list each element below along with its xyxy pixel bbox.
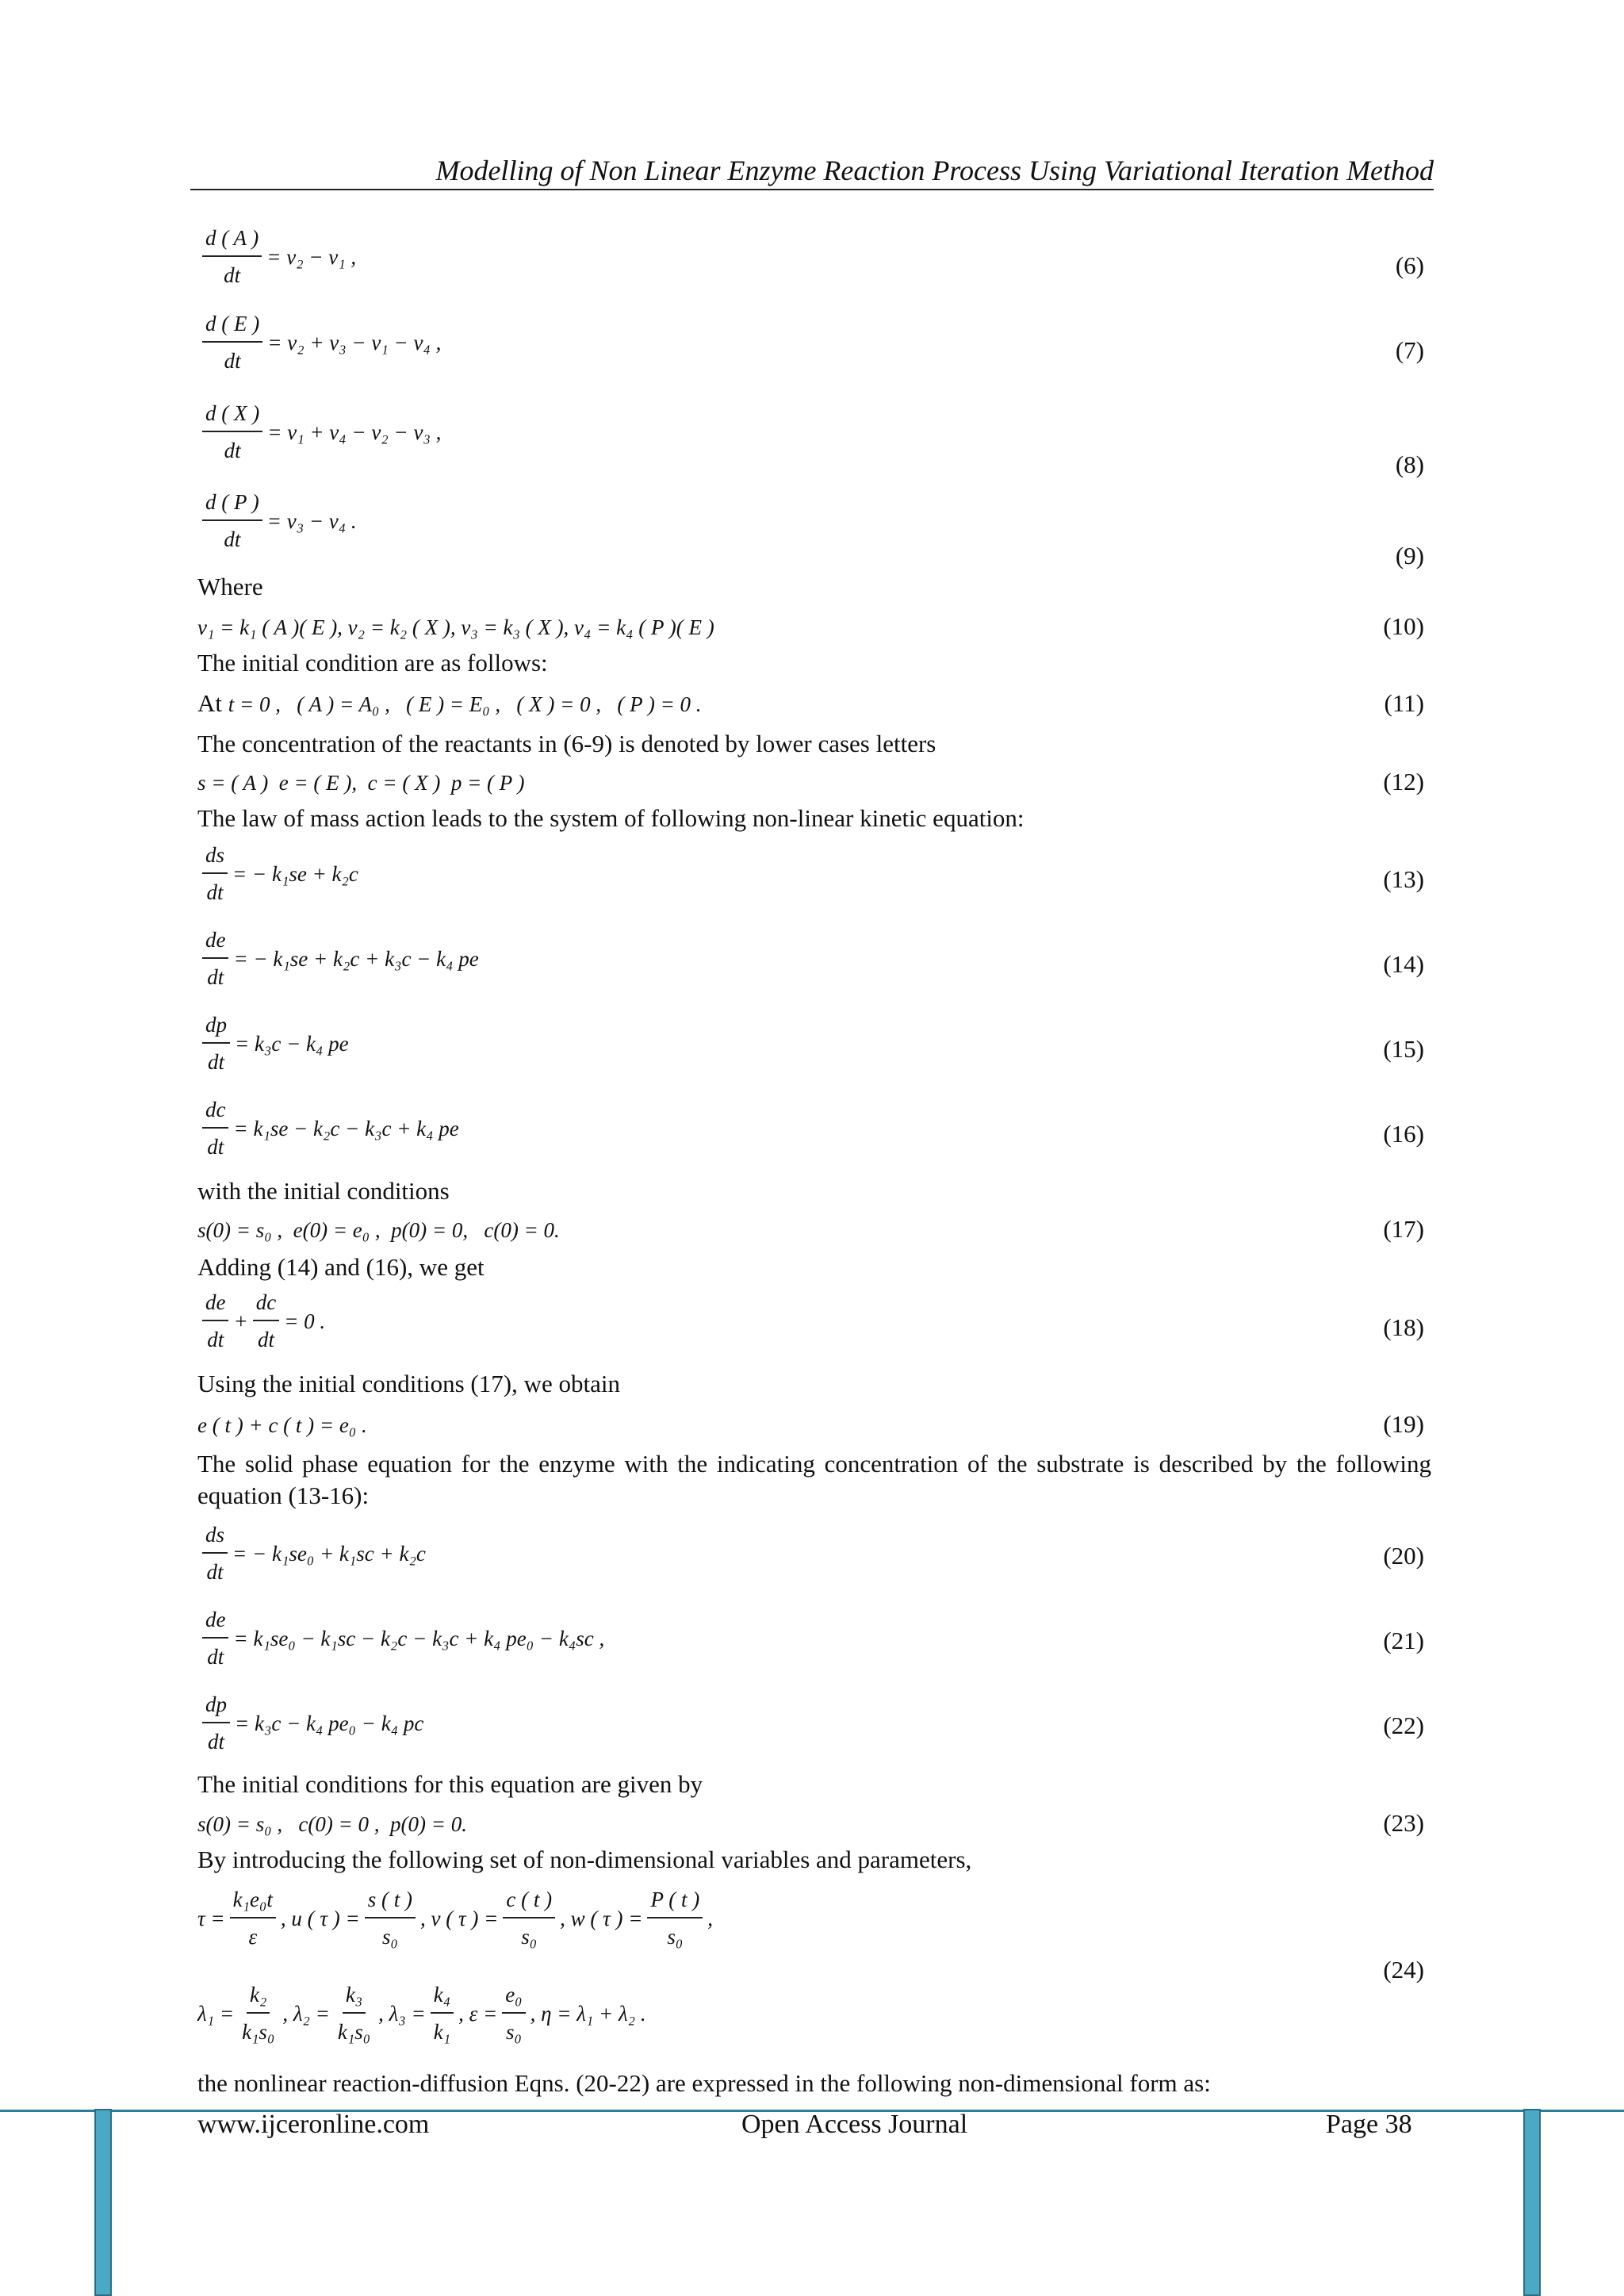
solid-phase-paragraph: The solid phase equation for the enzyme with the indicating concentration of the substrate is described by the following equation (13-16): [197, 1450, 1431, 1509]
footer-journal-label: Open Access Journal [741, 2110, 968, 2139]
equation-number-12: (12) [1383, 768, 1424, 795]
equation-19: e ( t ) + c ( t ) = e₀ . [197, 1413, 367, 1437]
equation-8: $\frac{d ( X )}{dt}$ = v₁ + v₄ − v₂ − v₃ , [197, 401, 441, 463]
initial-given-text: The initial conditions for this equation are given by [197, 1770, 703, 1798]
equation-21: $\frac{de}{dt}$ = k₁se₀ − k₁sc − k₂c − k₃c + k₄ pe₀ − k₄sc , [197, 1608, 604, 1669]
concentration-text: The concentration of the reactants in (6-9) is denoted by lower cases letters [197, 730, 936, 757]
equation-number-15: (15) [1383, 1035, 1424, 1063]
equation-number-20: (20) [1383, 1542, 1424, 1570]
equation-number-23: (23) [1383, 1809, 1424, 1837]
equation-17: s(0) = s₀ , e(0) = e₀ , p(0) = 0, c(0) = 0. [197, 1218, 560, 1242]
equation-12: s = ( A ) e = ( E ), c = ( X ) p = ( P ) [197, 771, 525, 795]
equation-number-24: (24) [1383, 1956, 1424, 1984]
fraction: $\frac{dc}{dt}$ [253, 1290, 279, 1352]
header-rule [190, 189, 1434, 190]
equation-9: $\frac{d ( P )}{dt}$ = v₃ − v₄ . [197, 490, 357, 552]
mass-action-text: The law of mass action leads to the system of following non-linear kinetic equation: [197, 804, 1025, 832]
fraction: $\frac{dp}{dt}$ [202, 1013, 230, 1075]
running-header-title: Modelling of Non Linear Enzyme Reaction Process Using Variational Iteration Method [435, 155, 1434, 186]
fraction: $\frac{de}{dt}$ [202, 928, 228, 990]
equation-number-9: (9) [1395, 542, 1424, 569]
fraction: $\frac{d ( E )}{dt}$ [202, 312, 262, 374]
fraction: $\frac{\text{k₁e₀t}}{\varepsilon}$ [230, 1888, 276, 1949]
equation-10: v₁ = k₁ ( A )( E ), v₂ = k₂ ( X ), v₃ = k₃ ( X ), v₄ = k₄ ( P )( E ) [197, 615, 714, 639]
equation-22: $\frac{dp}{dt}$ = k₃c − k₄ pe₀ − k₄ pc [197, 1692, 423, 1754]
equation-number-22: (22) [1383, 1711, 1424, 1739]
equation-number-10: (10) [1383, 612, 1424, 640]
equation-15: $\frac{dp}{dt}$ = k₃c − k₄ pe [197, 1013, 349, 1075]
equation-14: $\frac{de}{dt}$ = − k₁se + k₂c + k₃c − k₄ pe [197, 928, 479, 990]
equation-11: At t = 0 , ( A ) = A₀ , ( E ) = E₀ , ( X ) = 0 , ( P ) = 0 . [197, 689, 702, 717]
fraction: $\frac{de}{dt}$ [202, 1290, 228, 1352]
fraction: $\frac{P ( t )}{\text{s₀}}$ [647, 1888, 703, 1949]
with-initial-text: with the initial conditions [197, 1177, 450, 1205]
nonlinear-form-text: the nonlinear reaction-diffusion Eqns. (20-22) are expressed in the following non-dimensional form as: [197, 2069, 1211, 2097]
equation-number-8: (8) [1395, 450, 1424, 478]
fraction: $\frac{de}{dt}$ [202, 1608, 228, 1669]
using-initial-text: Using the initial conditions (17), we obtain [197, 1370, 620, 1397]
fraction: $\frac{s ( t )}{\text{s₀}}$ [365, 1888, 416, 1949]
fraction: $\frac{\text{k₃}}{\text{k₁s₀}}$ [337, 1983, 371, 2044]
equation-number-16: (16) [1383, 1120, 1424, 1148]
equation-number-18: (18) [1383, 1313, 1424, 1341]
equation-24-variables: τ = $\frac{\text{k₁e₀t}}{\varepsilon}$ , u ( τ ) = $\frac{s ( t )}{\text{s₀}}$ , v ( τ ) = $\frac{c ( t )}{\text{s₀}}$ , w ( τ ) = $\frac{P ( t )}{\text{s₀}}$ , [197, 1888, 713, 1949]
fraction: $\frac{ds}{dt}$ [202, 1523, 228, 1585]
equation-16: $\frac{dc}{dt}$ = k₁se − k₂c − k₃c + k₄ pe [197, 1098, 459, 1159]
equation-24-parameters: λ₁ = $\frac{\text{k₂}}{\text{k₁s₀}}$ , λ₂ = $\frac{\text{k₃}}{\text{k₁s₀}}$ , λ₃ = $\frac{\text{k₄}}{\text{k₁}}$ , ε = $\frac{\text{e₀}}{\text{s₀}}$ , η = λ₁ + λ₂ . [197, 1983, 646, 2044]
equation-number-11: (11) [1384, 689, 1424, 717]
fraction: $\frac{d ( A )}{dt}$ [202, 226, 262, 288]
equation-7: $\frac{d ( E )}{dt}$ = v₂ + v₃ − v₁ − v₄ , [197, 312, 441, 374]
equation-13: $\frac{ds}{dt}$ = − k₁se + k₂c [197, 843, 358, 905]
fraction: $\frac{\text{k₂}}{\text{k₁s₀}}$ [242, 1983, 275, 2044]
footer-website-link[interactable]: www.ijceronline.com [197, 2110, 430, 2139]
adding-text: Adding (14) and (16), we get [197, 1253, 485, 1281]
fraction: $\frac{dc}{dt}$ [202, 1098, 228, 1159]
footer-left-bar [94, 2109, 112, 2296]
footer-right-bar [1523, 2109, 1541, 2296]
equation-23: s(0) = s₀ , c(0) = 0 , p(0) = 0. [197, 1812, 467, 1836]
introducing-text: By introducing the following set of non-dimensional variables and parameters, [197, 1846, 972, 1873]
equation-number-6: (6) [1395, 251, 1424, 279]
fraction: $\frac{d ( X )}{dt}$ [202, 401, 262, 463]
initial-condition-text: The initial condition are as follows: [197, 649, 548, 677]
fraction: $\frac{ds}{dt}$ [202, 843, 228, 905]
equation-number-7: (7) [1395, 336, 1424, 364]
fraction: $\frac{\text{e₀}}{\text{s₀}}$ [502, 1983, 525, 2045]
fraction: $\frac{d ( P )}{dt}$ [202, 490, 262, 552]
equation-number-14: (14) [1383, 950, 1424, 978]
equation-number-19: (19) [1383, 1410, 1424, 1438]
where-text: Where [197, 573, 263, 600]
equation-20: $\frac{ds}{dt}$ = − k₁se₀ + k₁sc + k₂c [197, 1523, 426, 1585]
footer-page-number: Page 38 [1326, 2110, 1412, 2139]
equation-number-17: (17) [1383, 1215, 1424, 1243]
equation-18: $\frac{de}{dt}$ + $\frac{dc}{dt}$ = 0 . [197, 1290, 325, 1352]
fraction: $\frac{\text{k₄}}{\text{k₁}}$ [431, 1983, 454, 2045]
equation-number-21: (21) [1383, 1627, 1424, 1654]
fraction: $\frac{dp}{dt}$ [202, 1692, 230, 1754]
equation-6: $\frac{d ( A )}{dt}$ = v₂ − v₁ , [197, 226, 356, 288]
fraction: $\frac{c ( t )}{\text{s₀}}$ [503, 1888, 555, 1949]
equation-number-13: (13) [1383, 865, 1424, 893]
